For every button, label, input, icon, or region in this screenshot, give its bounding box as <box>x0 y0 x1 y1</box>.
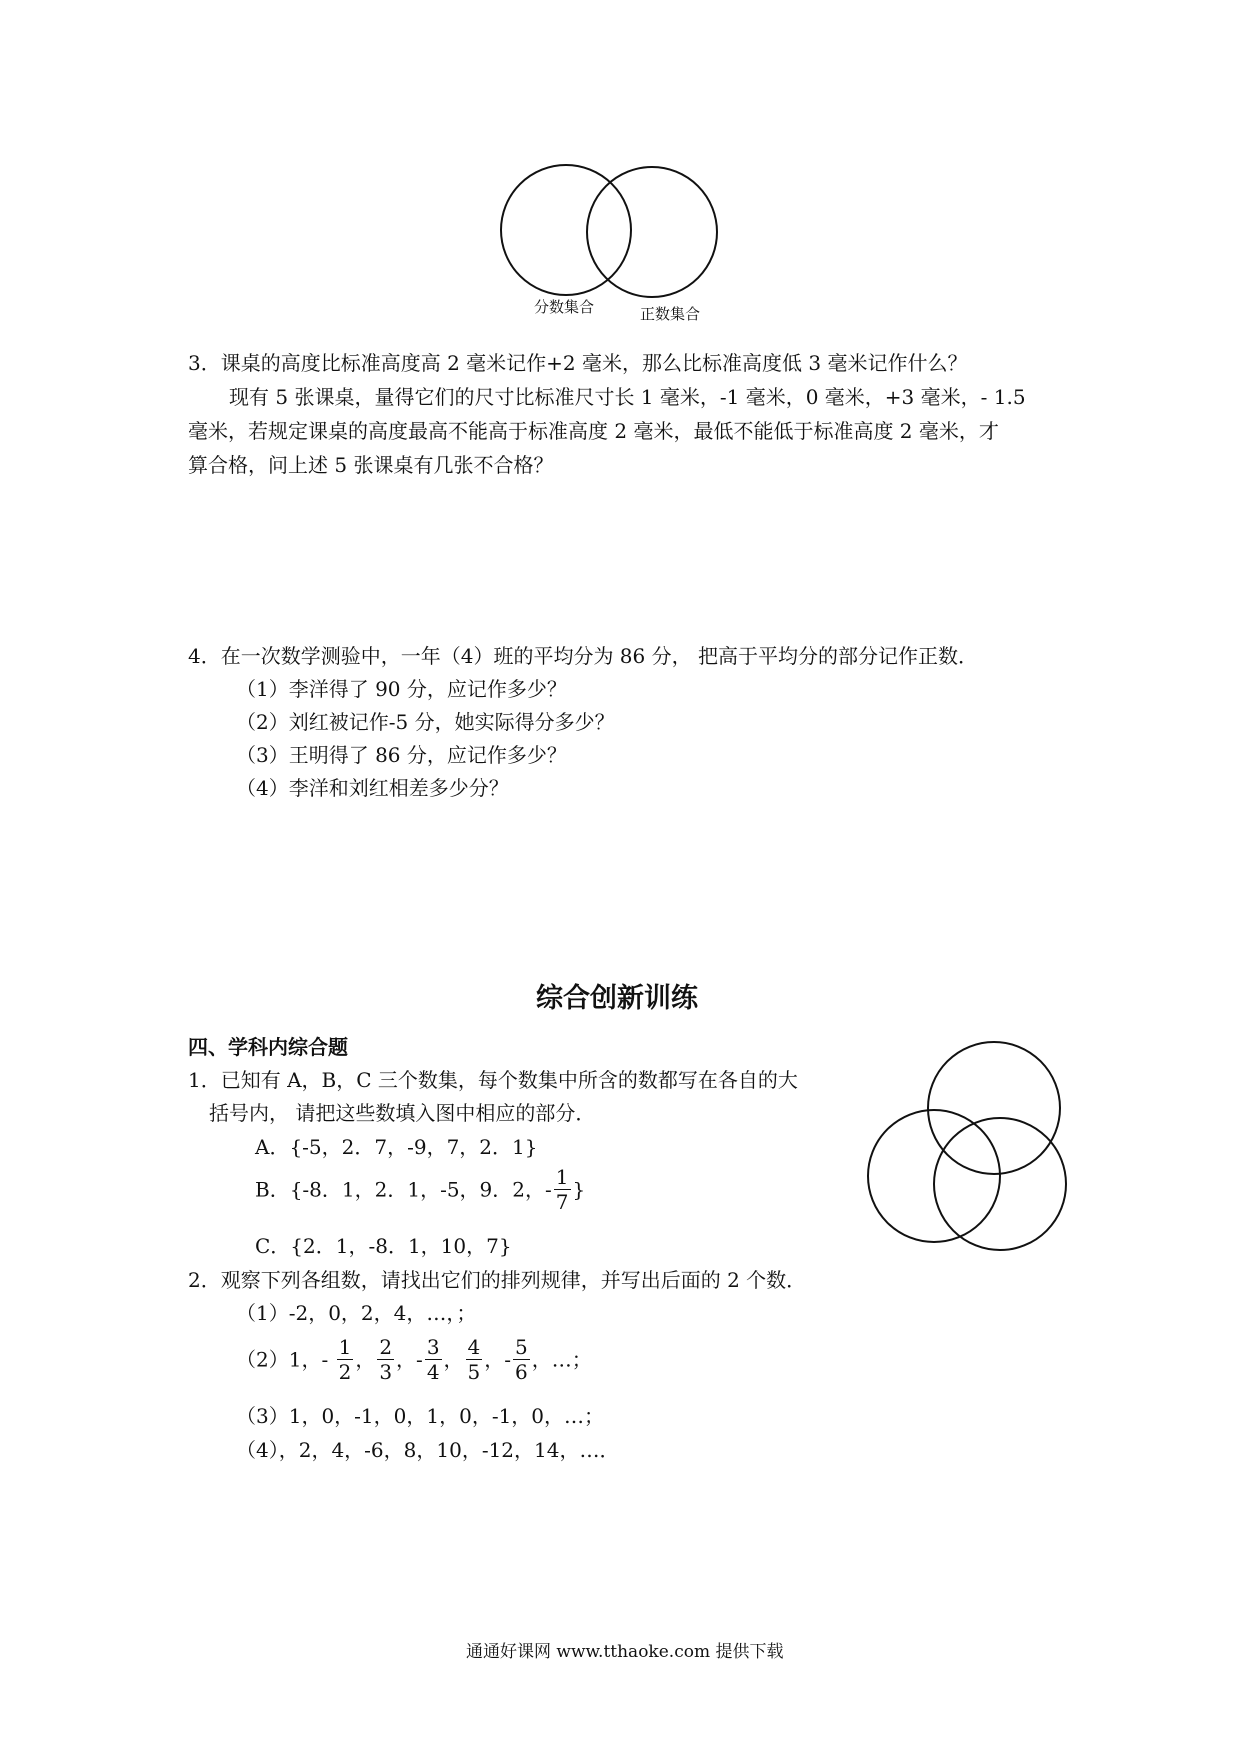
fraction-denominator: 4 <box>426 1360 440 1384</box>
venn-label-fraction-set: 分数集合 <box>534 298 595 316</box>
sequence-fraction <box>377 1337 394 1382</box>
q3-line-2: 现有 5 张课桌，量得它们的尺寸比标准尺寸长 1 毫米，-1 毫米，0 毫米，+3 毫米，- 1.5 <box>229 385 1026 409</box>
q3-line-3: 毫米，若规定课桌的高度最高不能高于标准高度 2 毫米，最低不能低于标准高度 2 毫米，才 <box>188 419 999 443</box>
q4-item-2: （2）刘红被记作-5 分，她实际得分多少？ <box>236 710 615 734</box>
sequence-fraction <box>337 1337 354 1382</box>
fraction-numerator: 5 <box>515 1335 528 1359</box>
fraction-one-seventh <box>554 1167 571 1212</box>
sequence-separator: ，- <box>396 1347 423 1372</box>
sequence-separator: ， <box>443 1347 464 1372</box>
fraction-numerator: 1 <box>555 1165 569 1189</box>
s4-q2-item-4: （4），2，4，-6，8，10，-12，14，…． <box>236 1438 620 1462</box>
q4-item-3: （3）王明得了 86 分，应记作多少？ <box>236 743 567 767</box>
venn-circle-fraction-set <box>501 165 631 295</box>
s4-q1-set-a: A．{-5，2．7，-9，7，2．1} <box>255 1135 538 1159</box>
sequence-fraction <box>466 1337 483 1382</box>
s4-q2-item-1: （1）-2，0，2，4，…，； <box>236 1301 477 1325</box>
s4-q1-line-1: 1．已知有 A，B，C 三个数集，每个数集中所含的数都写在各自的大 <box>188 1068 798 1092</box>
venn-circle-positive-set <box>587 167 717 297</box>
q4-item-1: （1）李洋得了 90 分，应记作多少？ <box>236 677 567 701</box>
fraction-denominator: 3 <box>379 1360 393 1384</box>
s4-q2-stem: 2．观察下列各组数，请找出它们的排列规律，并写出后面的 2 个数． <box>188 1268 807 1292</box>
section-title: 综合创新训练 <box>536 983 698 1014</box>
s4-q2-item-2-prefix: （2）1，- <box>236 1347 329 1372</box>
venn-label-positive-set: 正数集合 <box>640 305 701 323</box>
q4-stem: 4．在一次数学测验中，一年（4）班的平均分为 86 分， 把高于平均分的部分记作正数． <box>188 644 978 668</box>
sequence-fraction <box>513 1337 530 1382</box>
q4-item-4: （4）李洋和刘红相差多少分？ <box>236 776 509 800</box>
sequence-separator: ，- <box>484 1347 512 1372</box>
q3-line-4: 算合格，问上述 5 张课桌有几张不合格？ <box>188 453 554 477</box>
venn-circle-c <box>928 1042 1060 1174</box>
sequence-separator: ，…； <box>531 1347 592 1372</box>
fraction-numerator: 2 <box>379 1335 393 1359</box>
s4-q1-set-b-suffix: } <box>572 1177 586 1202</box>
venn-three-sets <box>860 1038 1090 1288</box>
sequence-separator: ， <box>355 1347 376 1372</box>
sequence-fraction <box>425 1337 442 1382</box>
fraction-numerator: 4 <box>467 1335 481 1359</box>
fraction-denominator: 5 <box>467 1360 481 1384</box>
s4-q2-item-3: （3）1，0，-1，0，1，0，-1，0，…； <box>236 1404 605 1428</box>
section-4-heading: 四、学科内综合题 <box>188 1035 348 1059</box>
s4-q1-set-b <box>255 1167 585 1212</box>
s4-q2-item-2 <box>236 1337 592 1382</box>
fraction-denominator: 6 <box>515 1360 528 1384</box>
fraction-numerator: 1 <box>338 1335 352 1359</box>
s4-q1-set-b-prefix: B．{-8．1，2．1，-5，9．2，- <box>255 1177 552 1202</box>
q3-line-1: 3．课桌的高度比标准高度高 2 毫米记作+2 毫米，那么比标准高度低 3 毫米记作什么？ <box>188 351 968 375</box>
s4-q1-line-2: 括号内， 请把这些数填入图中相应的部分． <box>209 1101 596 1125</box>
fraction-denominator: 7 <box>555 1190 569 1214</box>
fraction-numerator: 3 <box>426 1335 440 1359</box>
fraction-denominator: 2 <box>338 1360 352 1384</box>
s4-q1-set-c: C．{2．1，-8．1，10，7} <box>255 1234 512 1258</box>
page-footer: 通通好课网 www.tthaoke.com 提供下载 <box>466 1642 784 1662</box>
